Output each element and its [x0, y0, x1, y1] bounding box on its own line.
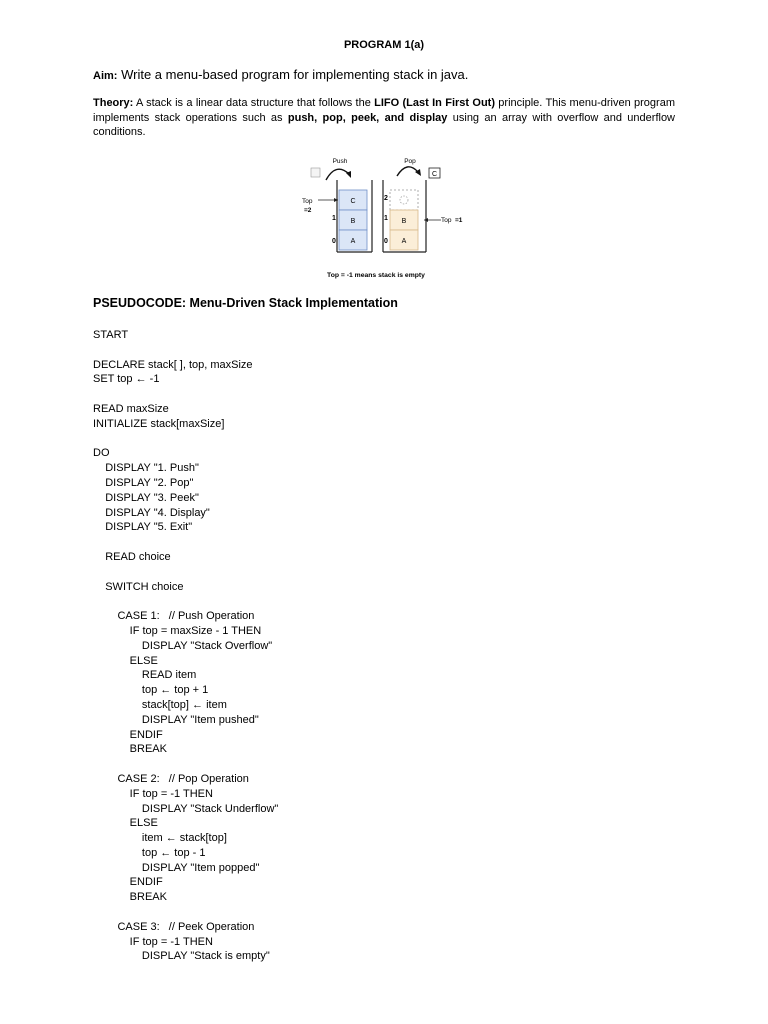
pseudocode-line: DISPLAY "Item popped": [93, 861, 260, 874]
pseudocode-line: DISPLAY "Stack Overflow": [93, 639, 273, 652]
pseudocode-line: top ← top + 1: [93, 684, 209, 697]
right-index-2: 2: [384, 195, 388, 202]
pseudocode-line: [93, 905, 278, 920]
push-label: Push: [332, 158, 348, 165]
pseudocode-line: IF top = -1 THEN: [93, 787, 213, 800]
theory-text-run: using an array with overflow and underflow conditions.: [93, 111, 675, 138]
pseudocode-line: [93, 594, 278, 609]
push-item-icon: [311, 168, 320, 177]
pseudocode-line: DISPLAY "3. Peek": [93, 491, 199, 504]
pseudocode-line: [93, 757, 278, 772]
right-top-value: =1: [455, 217, 463, 224]
push-arrow: [326, 169, 349, 180]
pseudocode-line: READ choice: [93, 550, 171, 563]
pseudocode-line: SET top ← -1: [93, 373, 160, 386]
right-cell-empty: [390, 190, 418, 210]
popped-item-label: C: [431, 171, 438, 178]
left-cell-b-label: B: [350, 218, 356, 225]
pseudocode-line: ENDIF: [93, 728, 163, 741]
pseudocode-line: [93, 343, 278, 358]
pseudocode-line: DISPLAY "4. Display": [93, 506, 210, 519]
pseudocode-line: CASE 3: // Peek Operation: [93, 920, 255, 933]
pseudocode-line: stack[top] ← item: [93, 698, 227, 711]
pseudocode-line: ENDIF: [93, 876, 163, 889]
right-index-0: 0: [384, 238, 388, 245]
left-index-0: 0: [332, 238, 336, 245]
pseudocode-line: READ item: [93, 669, 197, 682]
right-cell-a-label: A: [401, 238, 407, 245]
aim-label: Aim:: [93, 70, 118, 82]
pseudocode-line: BREAK: [93, 743, 167, 756]
figure-caption: Top = -1 means stack is empty: [327, 272, 425, 279]
right-cell-b-label: B: [401, 218, 407, 225]
theory-label: Theory:: [93, 97, 134, 109]
pseudocode-line: READ maxSize: [93, 402, 169, 415]
theory-text-run: principle. This menu-driven program implements stack operations such as: [93, 97, 675, 124]
pseudocode-line: DO: [93, 447, 110, 460]
pseudocode-line: top ← top - 1: [93, 846, 206, 859]
theory-text: [93, 97, 675, 138]
aim-line: [93, 67, 468, 82]
theory-paragraph: [93, 96, 675, 140]
pseudocode-line: DISPLAY "Stack is empty": [93, 950, 270, 963]
pseudocode-line: INITIALIZE stack[maxSize]: [93, 417, 225, 430]
aim-text: Write a menu-based program for implementing stack in java.: [121, 67, 469, 82]
pseudocode-line: [93, 387, 278, 402]
pseudocode-line: item ← stack[top]: [93, 832, 227, 845]
pop-arrow: [397, 167, 418, 176]
pseudocode-line: [93, 432, 278, 447]
left-top-label: Top: [302, 198, 313, 205]
theory-emphasis: push, pop, peek, and display: [287, 111, 448, 124]
left-cell-c-label: C: [350, 198, 356, 205]
theory-emphasis: LIFO (Last In First Out): [374, 97, 495, 109]
pseudocode-line: IF top = maxSize - 1 THEN: [93, 624, 262, 637]
pseudocode-line: BREAK: [93, 891, 167, 904]
left-cell-a-label: A: [350, 238, 356, 245]
left-index-1: 1: [332, 215, 336, 222]
left-top-value: =2: [304, 207, 312, 214]
right-top-label: Top: [441, 217, 452, 224]
pseudocode-line: START: [93, 329, 129, 341]
pseudocode-heading: PSEUDOCODE: Menu-Driven Stack Implementation: [93, 296, 398, 310]
document-title: PROGRAM 1(a): [343, 39, 425, 51]
pop-label: Pop: [404, 158, 416, 165]
theory-text-run: A stack is a linear data structure that follows the: [133, 97, 375, 109]
pseudocode-line: DISPLAY "1. Push": [93, 462, 199, 475]
stack-diagram: [296, 152, 466, 282]
pseudocode-line: SWITCH choice: [93, 580, 184, 593]
pseudocode-line: DECLARE stack[ ], top, maxSize: [93, 358, 253, 371]
pseudocode-line: [93, 535, 278, 550]
pseudocode-line: CASE 2: // Pop Operation: [93, 772, 249, 785]
pseudocode-line: DISPLAY "Stack Underflow": [93, 802, 279, 815]
pseudocode-line: CASE 1: // Push Operation: [93, 610, 255, 623]
pseudocode-line: DISPLAY "Item pushed": [93, 713, 259, 726]
pseudocode-line: ELSE: [93, 654, 158, 667]
pseudocode-line: DISPLAY "5. Exit": [93, 521, 193, 534]
pseudocode-line: DISPLAY "2. Pop": [93, 476, 194, 489]
pseudocode-line: ELSE: [93, 817, 158, 830]
pseudocode-line: [93, 565, 278, 580]
pseudocode-line: IF top = -1 THEN: [93, 935, 213, 948]
right-index-1: 1: [384, 215, 388, 222]
pseudocode-block: [93, 328, 278, 964]
